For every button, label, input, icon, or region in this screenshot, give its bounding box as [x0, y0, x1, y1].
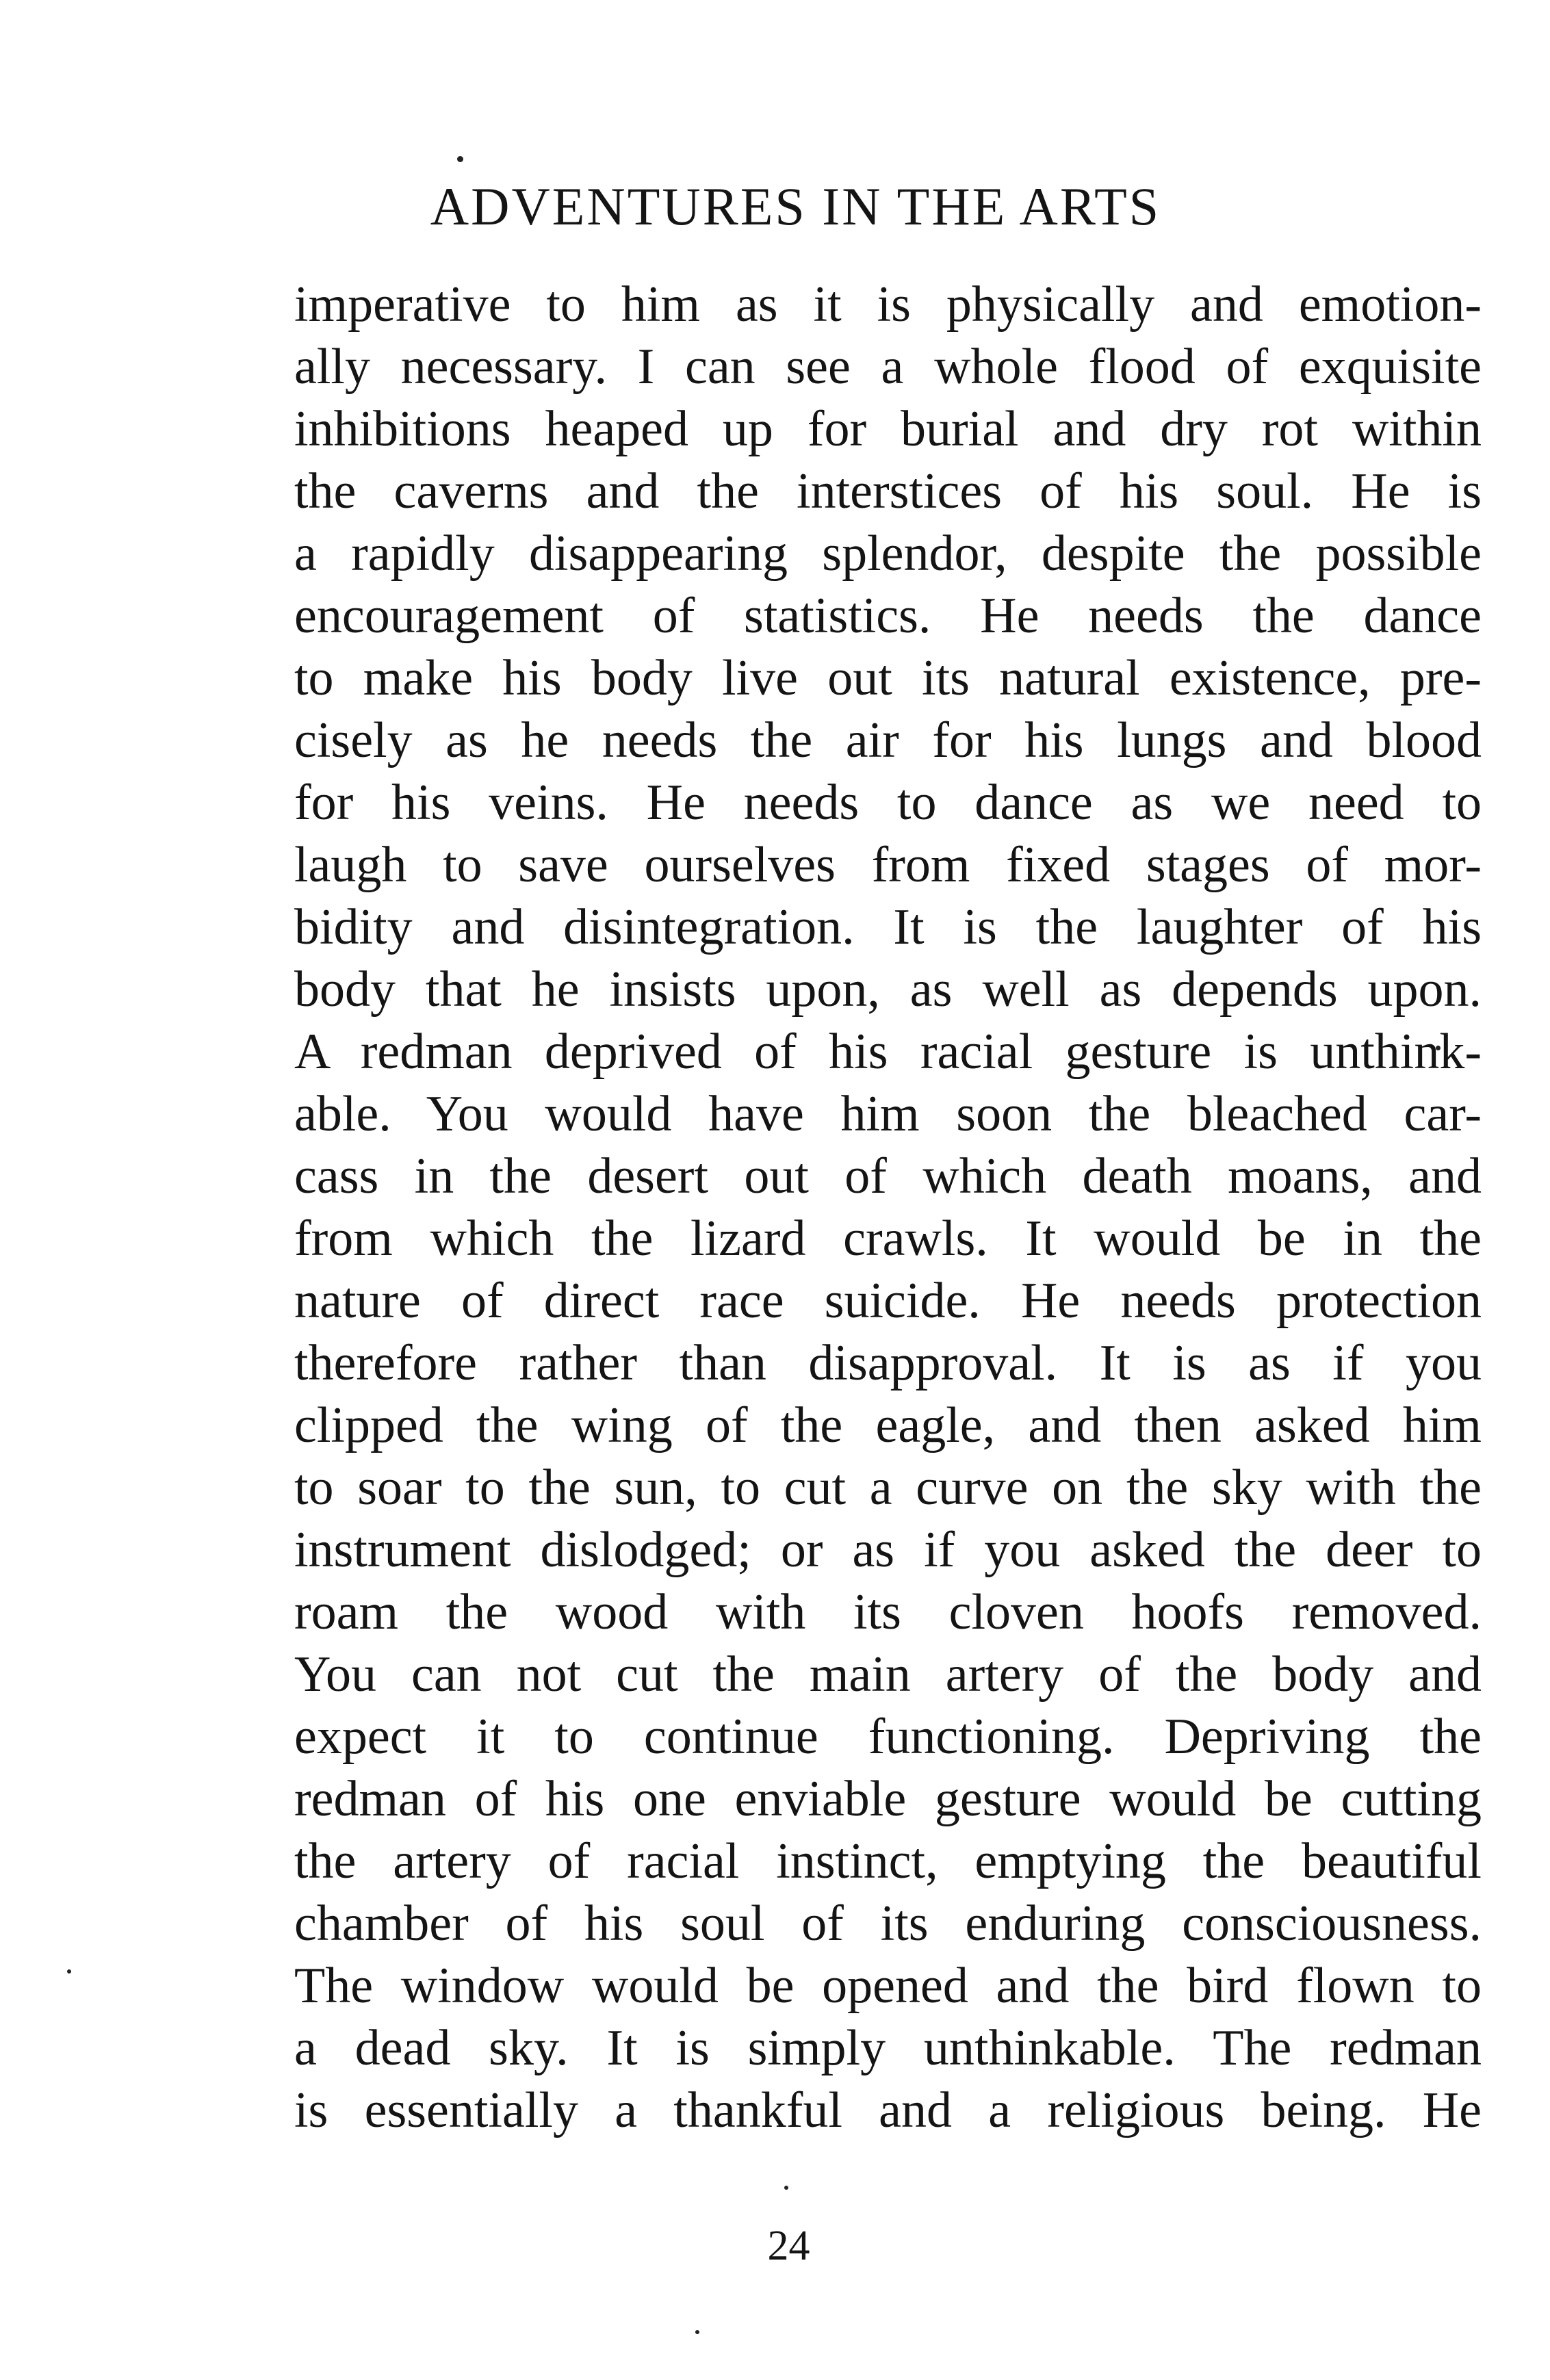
text-line: a rapidly disappearing splendor, despite the possible — [294, 526, 1482, 582]
text-line: instrument dislodged; or as if you asked the deer to — [294, 1522, 1482, 1578]
ink-speck — [784, 2186, 788, 2190]
text-line: expect it to continue functioning. Depriving the — [294, 1709, 1482, 1765]
page-number: 24 — [767, 2223, 810, 2269]
text-line: therefore rather than disapproval. It is as if you — [294, 1335, 1482, 1391]
text-line: laugh to save ourselves from fixed stages of mor- — [294, 837, 1482, 893]
text-line: ally necessary. I can see a whole flood of exquisite — [294, 339, 1482, 395]
text-line: roam the wood with its cloven hoofs removed. — [294, 1584, 1482, 1640]
ink-speck — [67, 1969, 71, 1974]
body-text — [294, 274, 1482, 2142]
text-line: to make his body live out its natural existence, pre- — [294, 650, 1482, 706]
text-line: You can not cut the main artery of the body and — [294, 1646, 1482, 1703]
ink-speck — [695, 2330, 699, 2334]
text-line: cass in the desert out of which death moans, and — [294, 1148, 1482, 1204]
text-line: the artery of racial instinct, emptying the beautiful — [294, 1833, 1482, 1889]
text-line: for his veins. He needs to dance as we need to — [294, 775, 1482, 831]
running-head: ADVENTURES IN THE ARTS — [430, 177, 1161, 236]
text-line: able. You would have him soon the bleached car- — [294, 1086, 1482, 1142]
text-line: inhibitions heaped up for burial and dry rot within — [294, 401, 1482, 457]
text-line: the caverns and the interstices of his soul. He is — [294, 463, 1482, 519]
ink-speck — [457, 156, 463, 162]
text-line: to soar to the sun, to cut a curve on the sky with the — [294, 1460, 1482, 1516]
text-line: bidity and disintegration. It is the laughter of his — [294, 899, 1482, 955]
text-line: cisely as he needs the air for his lungs and blood — [294, 712, 1482, 768]
text-line: The window would be opened and the bird flown to — [294, 1958, 1482, 2014]
text-line: body that he insists upon, as well as depends upon. — [294, 961, 1482, 1018]
text-line: a dead sky. It is simply unthinkable. The redman — [294, 2020, 1482, 2076]
text-line: imperative to him as it is physically and emotion- — [294, 276, 1482, 333]
text-line: from which the lizard crawls. It would be in the — [294, 1211, 1482, 1267]
text-line: clipped the wing of the eagle, and then asked him — [294, 1397, 1482, 1453]
text-line: nature of direct race suicide. He needs protection — [294, 1273, 1482, 1329]
text-line: is essentially a thankful and a religious being. He — [294, 2082, 1482, 2138]
text-line: redman of his one enviable gesture would be cutting — [294, 1771, 1482, 1827]
text-line: encouragement of statistics. He needs the dance — [294, 588, 1482, 644]
text-line: chamber of his soul of its enduring consciousness. — [294, 1896, 1482, 1952]
text-line: A redman deprived of his racial gesture is unthink- — [294, 1024, 1482, 1080]
